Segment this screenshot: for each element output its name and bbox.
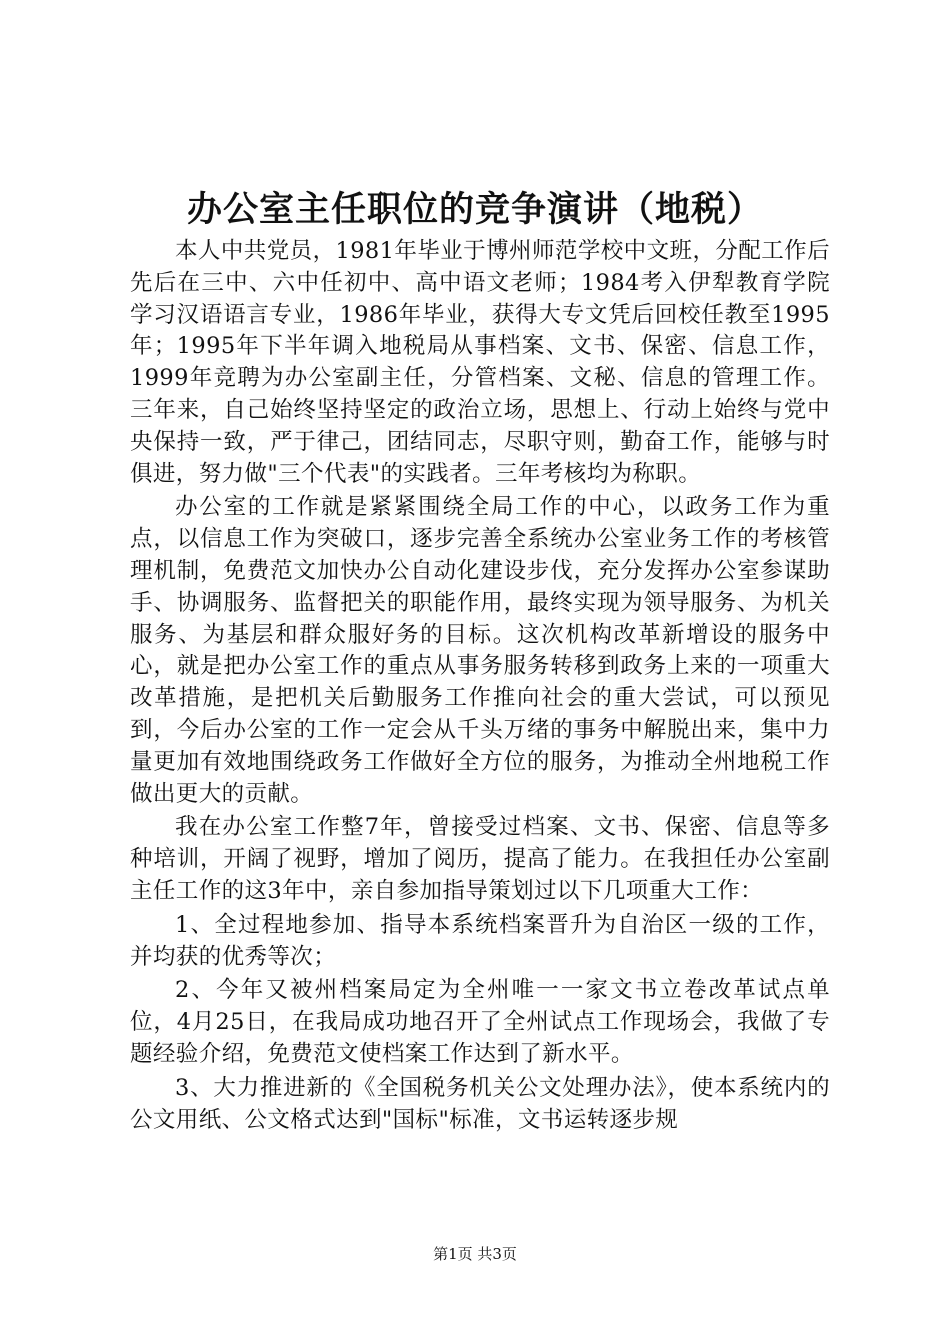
paragraph-office-work: 办公室的工作就是紧紧围绕全局工作的中心，以政务工作为重点，以信息工作为突破口，逐步完善全系统办公室业务工作的考核管理机制，免费范文加快办公自动化建设步伐，充分发挥办公室参谋助手、协调服务、监督把关的职能作用，最终实现为领导服务、为机关服务、为基层和群众服好务的目标。这次机构改革新增设的服务中心，就是把办公室工作的重点从事务服务转移到政务上来的一项重大改革措施，是把机关后勤服务工作推向社会的重大尝试，可以预见到，今后办公室的工作一定会从千头万绪的事务中解脱出来，集中力量更加有效地围绕政务工作做好全方位的服务，为推动全州地税工作做出更大的贡献。 — [130, 494, 830, 807]
document-body — [130, 236, 830, 1136]
paragraph-item-2: 2、今年又被州档案局定为全州唯一一家文书立卷改革试点单位，4月25日，在我局成功地召开了全州试点工作现场会，我做了专题经验介绍，免费范文使档案工作达到了新水平。 — [130, 977, 830, 1067]
document-title: 办公室主任职位的竞争演讲（地税） — [186, 189, 763, 230]
paragraph-self-introduction: 本人中共党员，1981年毕业于博州师范学校中文班，分配工作后先后在三中、六中任初中、高中语文老师；1984考入伊犁教育学院学习汉语语言专业，1986年毕业，获得大专文凭后回校任教至1995年；1995年下半年调入地税局从事档案、文书、保密、信息工作，1999年竞聘为办公室副主任，分管档案、文秘、信息的管理工作。三年来，自己始终坚持坚定的政治立场，思想上、行动上始终与党中央保持一致，严于律己，团结同志，尽职守则，勤奋工作，能够与时俱进，努力做"三个代表"的实践者。三年考核均为称职。 — [130, 238, 830, 487]
paragraph-item-1: 1、全过程地参加、指导本系统档案晋升为自治区一级的工作，并均获的优秀等次； — [130, 911, 830, 970]
paragraph-item-3: 3、大力推进新的《全国税务机关公文处理办法》，使本系统内的公文用纸、公文格式达到"国标"标准，文书运转逐步规 — [130, 1074, 830, 1133]
paragraph-experience: 我在办公室工作整7年，曾接受过档案、文书、保密、信息等多种培训，开阔了视野，增加了阅历，提高了能力。在我担任办公室副主任工作的这3年中，亲自参加指导策划过以下几项重大工作： — [130, 814, 830, 904]
page-number-footer: 第1页 共3页 — [433, 1245, 517, 1263]
